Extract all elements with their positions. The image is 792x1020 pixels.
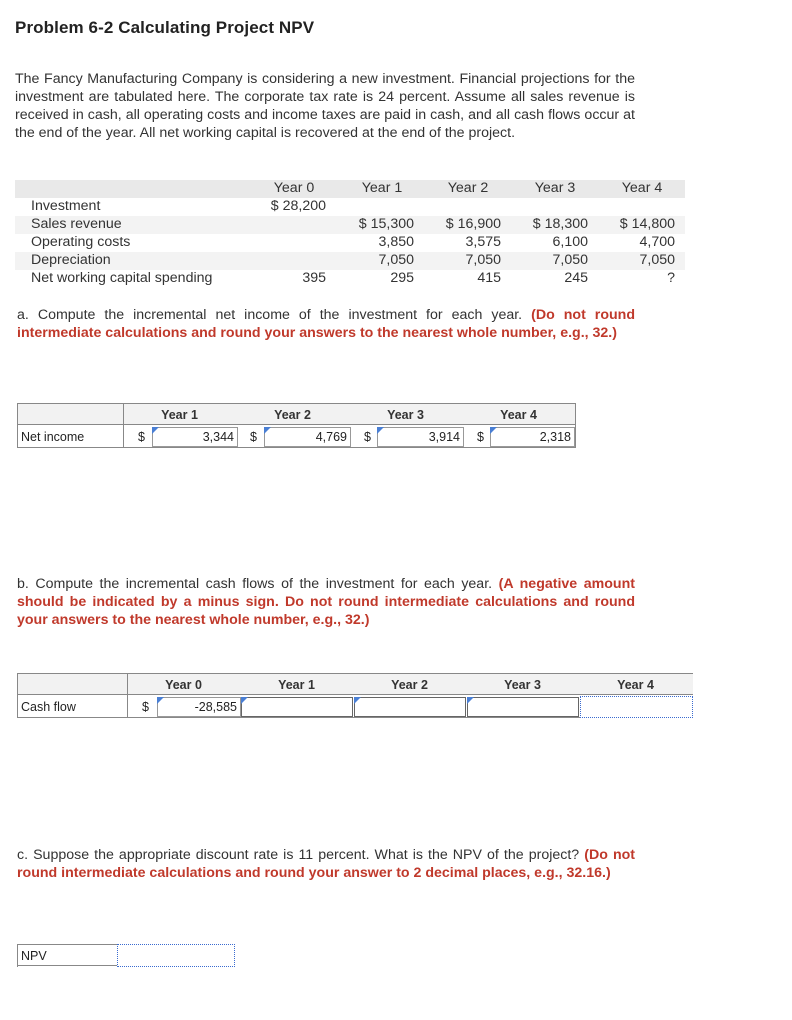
net-income-header-year3: Year 3	[387, 408, 424, 422]
value-nwc-y0: 395	[302, 270, 326, 286]
value-nwc-y4: ?	[667, 270, 675, 286]
net-income-currency-y1: $	[138, 430, 145, 444]
value-dep-y4: 7,050	[639, 252, 675, 268]
projections-header-year2: Year 2	[447, 180, 489, 196]
row-label-depreciation: Depreciation	[31, 252, 111, 268]
answer-flag-icon	[354, 697, 361, 704]
grid-border	[575, 403, 576, 448]
value-nwc-y2: 415	[477, 270, 501, 286]
projections-header-year3: Year 3	[534, 180, 576, 196]
value-nwc-y1: 295	[390, 270, 414, 286]
cash-flow-input-year3[interactable]	[467, 697, 579, 717]
projections-header-year4: Year 4	[621, 180, 663, 196]
net-income-input-year1[interactable]: 3,344	[152, 427, 238, 447]
net-income-row-label: Net income	[21, 430, 85, 444]
value-opcost-y1: 3,850	[378, 234, 414, 250]
projections-header-year1: Year 1	[361, 180, 403, 196]
net-income-grid-header	[17, 403, 576, 425]
part-a-note: (Do not round intermediate calculations and round your answers to the nearest whole number, e.g., 32.)	[17, 307, 635, 341]
cash-flow-row-label: Cash flow	[21, 700, 76, 714]
value-sales-y2: $ 16,900	[445, 216, 501, 232]
cash-flow-header-year2: Year 2	[391, 678, 428, 692]
cash-flow-header-year3: Year 3	[504, 678, 541, 692]
part-c-question	[17, 846, 635, 882]
value-dep-y1: 7,050	[378, 252, 414, 268]
cash-flow-currency-y0: $	[142, 700, 149, 714]
part-a-question-text: a. Compute the incremental net income of the investment for each year.	[17, 307, 523, 323]
row-label-operating-costs: Operating costs	[31, 234, 131, 250]
part-b-question	[17, 575, 635, 629]
value-sales-y3: $ 18,300	[532, 216, 588, 232]
value-nwc-y3: 245	[564, 270, 588, 286]
part-a-question	[17, 306, 635, 342]
value-sales-y1: $ 15,300	[358, 216, 414, 232]
net-income-currency-y2: $	[250, 430, 257, 444]
row-label-nwc-spending: Net working capital spending	[31, 270, 213, 286]
cash-flow-header-year1: Year 1	[278, 678, 315, 692]
cash-flow-input-year2[interactable]	[354, 697, 466, 717]
cash-flow-input-year0[interactable]: -28,585	[157, 697, 241, 717]
net-income-header-year1: Year 1	[161, 408, 198, 422]
net-income-input-year3[interactable]: 3,914	[377, 427, 464, 447]
grid-border	[127, 673, 128, 718]
value-dep-y3: 7,050	[552, 252, 588, 268]
row-label-investment: Investment	[31, 198, 101, 214]
net-income-currency-y4: $	[477, 430, 484, 444]
answer-flag-icon	[467, 697, 474, 704]
part-c-note: (Do not round intermediate calculations and round your answer to 2 decimal places, e.g., 32.16.)	[17, 847, 635, 881]
answer-flag-icon	[241, 697, 248, 704]
value-sales-y4: $ 14,800	[619, 216, 675, 232]
net-income-currency-y3: $	[364, 430, 371, 444]
grid-border	[17, 673, 18, 718]
answer-flag-icon	[377, 427, 384, 434]
value-dep-y2: 7,050	[465, 252, 501, 268]
cash-flow-input-year4[interactable]	[580, 696, 693, 718]
cash-flow-header-year0: Year 0	[165, 678, 202, 692]
value-investment-y0: $ 28,200	[270, 198, 326, 214]
value-opcost-y2: 3,575	[465, 234, 501, 250]
part-b-note: (A negative amount should be indicated by a minus sign. Do not round intermediate calculations and round your answers to the nearest whole number, e.g., 32.)	[17, 576, 635, 628]
grid-border	[17, 403, 18, 448]
npv-input[interactable]	[117, 944, 235, 967]
cash-flow-grid-header	[17, 673, 693, 695]
part-b-question-text: b. Compute the incremental cash flows of the investment for each year.	[17, 576, 493, 592]
answer-flag-icon	[490, 427, 497, 434]
grid-border	[17, 944, 18, 967]
projections-header-year0: Year 0	[273, 180, 315, 196]
answer-flag-icon	[264, 427, 271, 434]
cash-flow-input-year1[interactable]	[241, 697, 353, 717]
problem-statement: The Fancy Manufacturing Company is considering a new investment. Financial projections for the investment are tabulated here. The corporate tax rate is 24 percent. Assume all sales revenue is received in cash, all operating costs and income taxes are paid in cash, and all cash flows occur at the end of the year. All net working capital is recovered at the end of the project.	[15, 71, 635, 141]
row-label-sales-revenue: Sales revenue	[31, 216, 122, 232]
grid-border	[123, 403, 124, 448]
net-income-input-year4[interactable]: 2,318	[490, 427, 575, 447]
part-c-question-text: c. Suppose the appropriate discount rate is 11 percent. What is the NPV of the project?	[17, 847, 580, 863]
net-income-header-year2: Year 2	[274, 408, 311, 422]
answer-flag-icon	[152, 427, 159, 434]
value-opcost-y3: 6,100	[552, 234, 588, 250]
value-opcost-y4: 4,700	[639, 234, 675, 250]
answer-flag-icon	[157, 697, 164, 704]
npv-row-label: NPV	[21, 949, 47, 963]
cash-flow-header-year4: Year 4	[617, 678, 654, 692]
page-title: Problem 6-2 Calculating Project NPV	[15, 18, 315, 37]
net-income-header-year4: Year 4	[500, 408, 537, 422]
net-income-input-year2[interactable]: 4,769	[264, 427, 351, 447]
